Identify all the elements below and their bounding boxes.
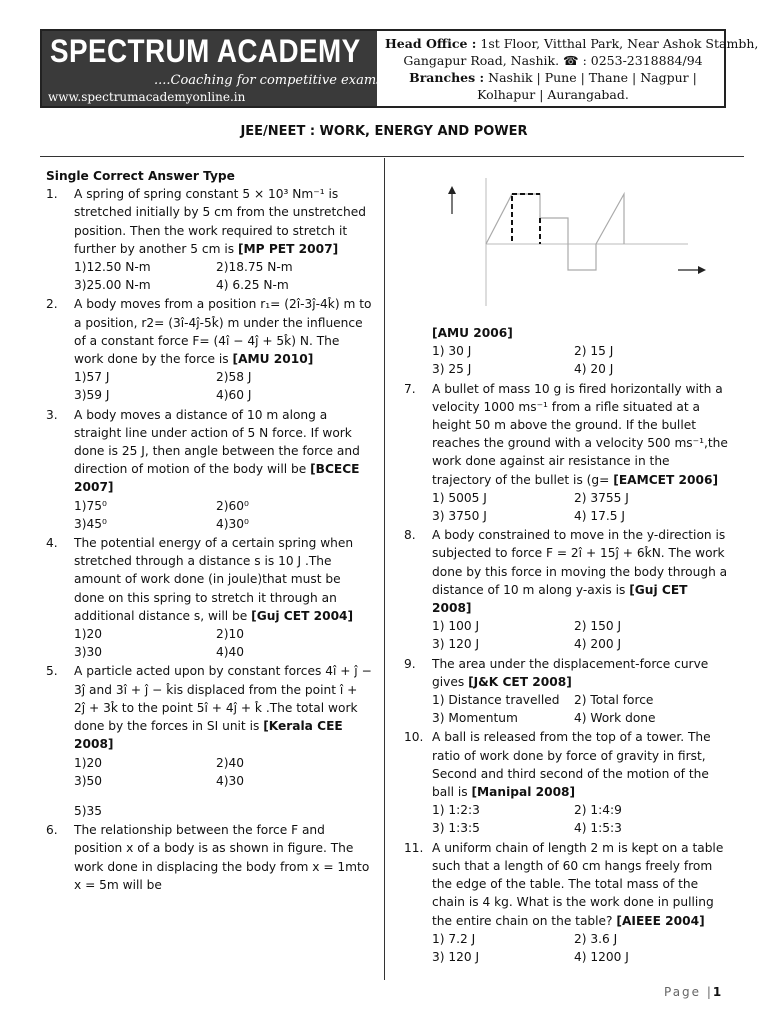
question-text <box>74 406 372 497</box>
question-item <box>404 728 728 837</box>
question-source: [J&K CET 2008] <box>468 674 572 689</box>
question-source: [Kerala CEE 2008] <box>74 719 343 752</box>
answer-option: 4) 1:5:3 <box>574 821 622 836</box>
answer-option: 4)30⁰ <box>216 516 249 531</box>
left-question-list <box>46 185 372 894</box>
question-stem: The relationship between the force F and position x of a body is as shown in figure. The work done in displacing the body from x = 1mto x = 5m will be <box>74 823 370 892</box>
answer-option: 4) 1200 J <box>574 949 629 964</box>
answer-option: 3)45⁰ <box>74 516 107 531</box>
question-text <box>74 295 372 368</box>
answer-option: 4) 20 J <box>574 362 614 377</box>
question-stem: A uniform chain of length 2 m is kept on a table such that a length of 60 cm hangs freely from the edge of the table. The total mass of the chain is 4 kg. What is the work done in pulling the entire chain on the table? <box>432 840 724 928</box>
answer-option: 2)40 <box>216 755 245 770</box>
answer-option: 4) 6.25 N-m <box>216 278 289 293</box>
answer-option: 3) 120 J <box>432 637 480 652</box>
question-item <box>46 185 372 294</box>
question-text <box>74 662 372 753</box>
brand-website: www.spectrumacademyonline.in <box>48 90 246 104</box>
question-source: [Guj CET 2008] <box>432 582 688 616</box>
question-number: 2. <box>46 297 58 312</box>
answer-option: 4)40 <box>216 645 245 660</box>
answer-option: 4) Work done <box>574 711 656 726</box>
right-column <box>404 324 728 967</box>
answer-option: 2)10 <box>216 627 245 642</box>
page-number: 1 <box>712 985 722 999</box>
question-source: [Manipal 2008] <box>471 785 576 800</box>
force-curve <box>486 194 624 270</box>
branches-line-2: Kolhapur | Aurangabad. <box>477 87 629 102</box>
option-grid <box>74 625 372 661</box>
question-item <box>404 839 728 966</box>
question-source: [AMU 2006] <box>432 326 513 340</box>
question-number: 4. <box>46 536 58 551</box>
answer-option: 2) 3755 J <box>574 490 629 505</box>
option-grid <box>432 801 728 837</box>
office-address-1: 1st Floor, Vitthal Park, Near Ashok Stambh, <box>480 36 759 51</box>
header-banner <box>40 29 759 108</box>
answer-option: 1)12.50 N-m <box>74 260 151 275</box>
question-number: 5. <box>46 664 58 679</box>
question-source: [Guj CET 2004] <box>251 608 354 623</box>
answer-option: 2)58 J <box>216 370 252 385</box>
question-text <box>432 380 728 489</box>
question-item <box>46 534 372 661</box>
question-source: [AIEEE 2004] <box>616 913 705 928</box>
question-number: 1. <box>46 187 58 202</box>
answer-option: 2)18.75 N-m <box>216 260 293 275</box>
option-grid <box>432 691 728 727</box>
page-label: Page | <box>664 985 713 999</box>
question-source: [AMU 2010] <box>232 352 314 367</box>
office-line-1 <box>385 35 759 52</box>
question-number: 10. <box>404 730 424 745</box>
option-grid <box>74 754 372 790</box>
question-stem: A ball is released from the top of a tower. The ratio of work done by force of gravity in first, Second and third second of the motion of the ball is <box>432 730 711 800</box>
question-source: [EAMCET 2006] <box>613 472 719 487</box>
answer-option: 3) 25 J <box>432 362 472 377</box>
question-number: 7. <box>404 381 416 396</box>
question-text <box>432 324 728 342</box>
question-stem: The potential energy of a certain spring when stretched through a distance s is 10 J .The amount of work done (in joule)that must be done on this spring to stretch it through an additional distance s, will be <box>74 536 354 623</box>
y-arrow-head <box>448 186 456 194</box>
brand-tagline: ....Coaching for competitive exams <box>154 73 383 88</box>
option-grid <box>74 497 372 533</box>
answer-option: 1) 1:2:3 <box>432 803 480 818</box>
question-source: [BCECE 2007] <box>74 462 360 495</box>
answer-option: 3)59 J <box>74 388 110 403</box>
question-stem: The area under the displacement-force curve gives <box>432 656 709 689</box>
answer-option: 1) 100 J <box>432 619 480 634</box>
question-number: 8. <box>404 528 416 543</box>
answer-option: 4)60 J <box>216 388 252 403</box>
answer-option: 2)60⁰ <box>216 498 249 513</box>
question-text <box>74 821 372 894</box>
question-item <box>46 295 372 404</box>
question-text <box>432 728 728 801</box>
column-divider <box>384 158 385 980</box>
question-text <box>74 534 372 625</box>
question-number: 9. <box>404 656 416 671</box>
brand-block <box>42 31 383 106</box>
answer-option: 4)30 <box>216 773 245 788</box>
answer-option: 1) 30 J <box>432 344 472 359</box>
question-item <box>404 324 728 379</box>
option-grid <box>432 930 728 966</box>
answer-option: 3)50 <box>74 773 103 788</box>
question-item <box>404 655 728 728</box>
x-arrow-head <box>698 266 706 274</box>
answer-option: 1) 7.2 J <box>432 931 476 946</box>
office-label: Head Office : <box>385 36 477 51</box>
answer-option: 3) 3750 J <box>432 509 487 524</box>
answer-option-extra: 5)35 <box>74 803 103 818</box>
question-number: 6. <box>46 823 58 838</box>
answer-option: 3) 120 J <box>432 949 480 964</box>
page-title: JEE/NEET : WORK, ENERGY AND POWER <box>240 124 528 139</box>
option-grid <box>432 617 728 653</box>
question-item <box>404 526 728 653</box>
right-question-list <box>404 324 728 966</box>
answer-option: 1)20 <box>74 627 103 642</box>
section-title: Single Correct Answer Type <box>46 169 235 183</box>
question-item <box>46 406 372 533</box>
option-grid <box>74 368 372 404</box>
answer-option: 4) 200 J <box>574 637 622 652</box>
answer-option: 2) 150 J <box>574 619 622 634</box>
office-line-2: Gangapur Road, Nashik. ☎ : 0253-2318884/94 <box>403 53 703 68</box>
answer-option: 3)30 <box>74 645 103 660</box>
question-stem: A body constrained to move in the y-direction is subjected to force F = 2î + 15ĵ + 6k̂N. The work done by this force in moving the body through a distance of 10 m along y-axis is <box>432 528 728 597</box>
question-stem: A body moves from a position r₁= (2î-3ĵ-4k̂) m to a position, r2= (3î-4ĵ-5k̂) m under the influence of a constant force F= (4î − 4ĵ + 5k̂) N. The work done by the force is <box>74 297 372 367</box>
question-number: 3. <box>46 407 58 422</box>
branches-line-1 <box>385 69 721 86</box>
question-stem: A particle acted upon by constant forces 4î + ĵ − 3ĵ and 3î + ĵ − k̂is displaced from the point î + 2ĵ + 3k̂ to the point 5î + 4ĵ + k̂ .The total work done by the forces in SI unit is <box>74 664 372 734</box>
answer-option: 1) Distance travelled <box>432 693 560 708</box>
answer-option: 3)25.00 N-m <box>74 278 151 293</box>
question-stem: A body moves a distance of 10 m along a straight line under action of 5 N force. If work done is 25 J, then angle between the force and direction of motion of the body will be <box>74 407 360 477</box>
page-footer <box>664 985 721 999</box>
answer-option: 3) 1:3:5 <box>432 821 480 836</box>
answer-option: 2) 1:4:9 <box>574 803 622 818</box>
question-item <box>404 380 728 526</box>
option-grid <box>432 489 728 525</box>
answer-option: 4) 17.5 J <box>574 509 625 524</box>
option-grid <box>74 258 372 294</box>
answer-option: 1)20 <box>74 755 103 770</box>
brand-name: SPECTRUM ACADEMY <box>50 33 361 69</box>
question-stem: A bullet of mass 10 g is fired horizontally with a velocity 1000 ms⁻¹ from a rifle situated at a height 50 m above the ground. If the bullet reaches the ground with a velocity 500 ms⁻¹,the work done against air resistance in the trajectory of the bullet is (g= <box>432 381 728 487</box>
branches-label: Branches : <box>409 70 485 85</box>
question-stem: A spring of spring constant 5 × 10³ Nm⁻¹ is stretched initially by 5 cm from the unstretched position. Then the work required to stretch it further by another 5 cm is <box>74 187 366 256</box>
question-item <box>46 821 372 894</box>
question-text <box>432 655 728 691</box>
office-info <box>385 35 759 103</box>
branches-list-1: Nashik | Pune | Thane | Nagpur | <box>488 70 697 85</box>
answer-option: 2) 3.6 J <box>574 931 618 946</box>
answer-option: 2) 15 J <box>574 344 614 359</box>
answer-option: 2) Total force <box>574 693 654 708</box>
question-source: [MP PET 2007] <box>237 241 339 256</box>
question-number: 11. <box>404 840 424 855</box>
question-text <box>432 839 728 930</box>
question-item <box>46 662 372 820</box>
answer-option: 1) 5005 J <box>432 490 487 505</box>
title-divider <box>40 156 744 157</box>
question-text <box>74 185 372 258</box>
left-column <box>46 167 372 895</box>
question-text <box>432 526 728 617</box>
answer-option: 1)57 J <box>74 370 110 385</box>
answer-option: 1)75⁰ <box>74 498 107 513</box>
force-position-graph <box>440 178 730 308</box>
answer-option: 3) Momentum <box>432 711 518 726</box>
option-grid <box>432 342 728 378</box>
